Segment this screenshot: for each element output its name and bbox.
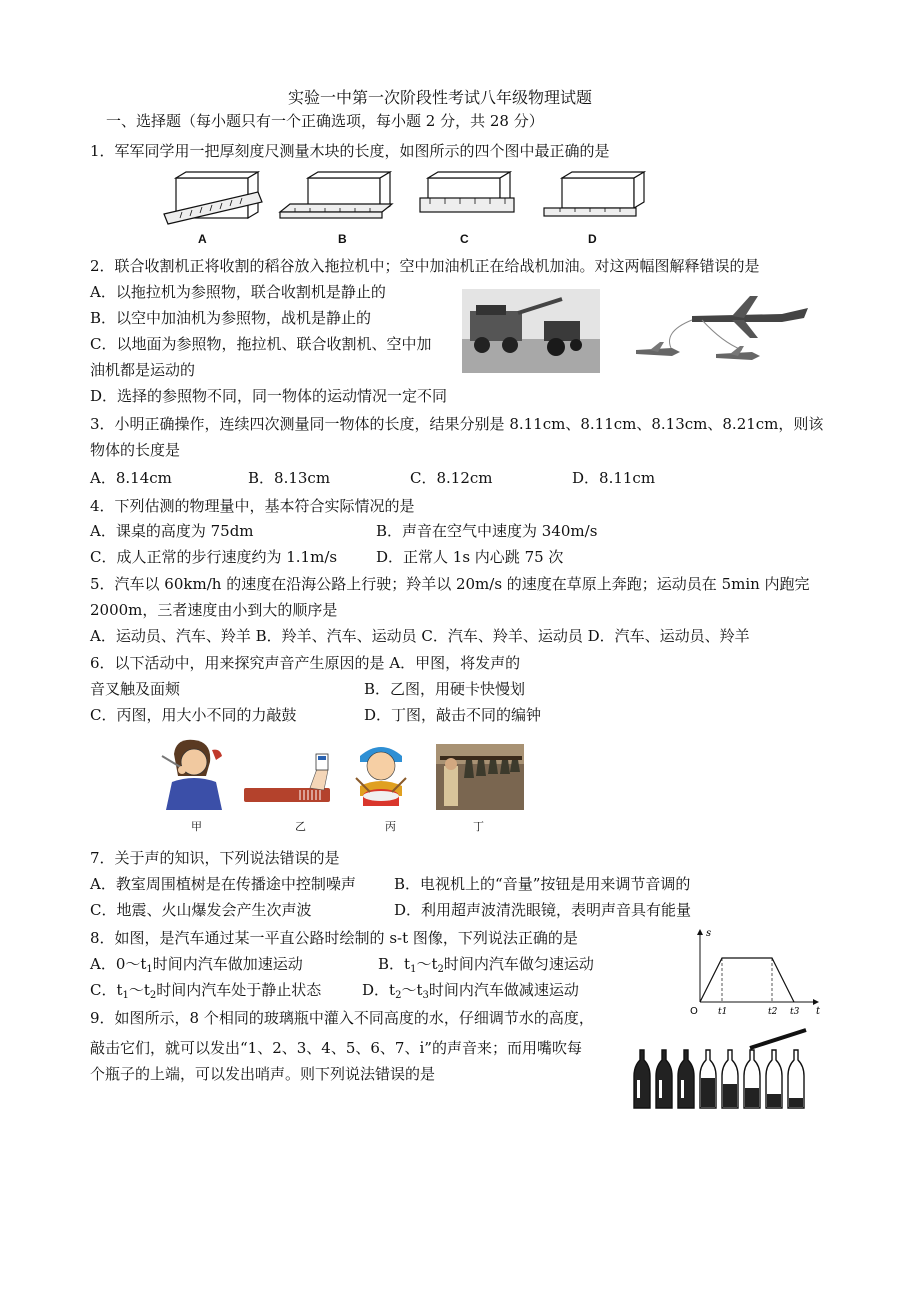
q8-option-a: A．$0\sim t_1$时间内汽车做加速运动	[90, 955, 303, 975]
question-9-cont2: 个瓶子的上端，可以发出哨声。则下列说法错误的是	[90, 1065, 436, 1083]
q4-option-a: A．课桌的高度为 75dm	[90, 522, 254, 540]
q2-option-c-cont: 油机都是运动的	[90, 361, 196, 379]
tuning-fork-girl	[156, 736, 226, 810]
tick-label-t2: t2	[768, 1007, 778, 1017]
figure-label-a: A	[198, 232, 207, 246]
q7-option-b: B．电视机上的“音量”按钮是用来调节音调的	[394, 875, 691, 893]
q6-option-d: D．丁图，敲击不同的编钟	[364, 706, 542, 724]
figure-label-bing: 丙	[385, 821, 396, 833]
axis-label-t: t	[816, 1006, 821, 1017]
axis-label-s: s	[706, 928, 712, 939]
question-6: 6．以下活动中，用来探究声音产生原因的是 A．甲图，将发声的	[90, 654, 521, 672]
q2-option-b: B．以空中加油机为参照物，战机是静止的	[90, 309, 372, 327]
harvester-photo	[462, 289, 600, 373]
q8-option-b: B．$t_1\sim t_2$时间内汽车做匀速运动	[378, 955, 594, 975]
comb-card	[240, 752, 336, 810]
q4-option-b: B．声音在空气中速度为 340m/s	[376, 522, 598, 540]
q3-option-a: A．8.14cm	[90, 469, 172, 487]
q4-option-c: C．成人正常的步行速度约为 1.1m/s	[90, 548, 338, 566]
chime-bells-photo	[436, 744, 524, 810]
question-9: 9．如图所示，8 个相同的玻璃瓶中灌入不同高度的水，仔细调节水的高度，	[90, 1009, 594, 1027]
q6-option-b: B．乙图，用硬卡快慢划	[364, 680, 526, 698]
figure-label-d: D	[588, 232, 597, 246]
q5-options: A．运动员、汽车、羚羊 B．羚羊、汽车、运动员 C．汽车、羚羊、运动员 D．汽车、运动员、羚羊	[90, 627, 750, 645]
q3-option-b: B．8.13cm	[248, 469, 331, 487]
q3-option-d: D．8.11cm	[572, 469, 656, 487]
tick-label-t1: t1	[718, 1007, 728, 1017]
figure-label-ding: 丁	[473, 821, 484, 833]
section-heading: 一、选择题（每小题只有一个正确选项，每小题 2 分，共 28 分）	[106, 112, 544, 130]
bottles-figure	[630, 1018, 814, 1114]
refueling-planes	[632, 292, 822, 370]
q7-option-a: A．教室周围植树是在传播途中控制噪声	[90, 875, 356, 893]
figure-label-c: C	[460, 232, 469, 246]
question-5: 5．汽车以 60km/h 的速度在沿海公路上行驶；羚羊以 20m/s 的速度在草原上奔跑；运动员在 5min 内跑完	[90, 575, 810, 593]
figure-label-jia: 甲	[191, 821, 202, 833]
stick-icon	[750, 1030, 806, 1048]
question-3: 3．小明正确操作，连续四次测量同一物体的长度，结果分别是 8.11cm、8.11cm、8.13cm、8.21cm，则该	[90, 415, 824, 433]
question-9-cont: 敲击它们，就可以发出“1、2、3、4、5、6、7、i̇”的声音来；而用嘴吹每	[90, 1039, 582, 1057]
figure-label-b: B	[338, 232, 347, 246]
question-7: 7．关于声的知识，下列说法错误的是	[90, 849, 340, 867]
question-4: 4．下列估测的物理量中，基本符合实际情况的是	[90, 497, 415, 515]
question-6-cont: 音叉触及面颊	[90, 680, 181, 698]
q6-option-c: C．丙图，用大小不同的力敲鼓	[90, 706, 297, 724]
question-5-cont: 2000m，三者速度由小到大的顺序是	[90, 601, 338, 619]
figure-label-yi: 乙	[295, 821, 306, 833]
q2-option-c: C．以地面为参照物，拖拉机、联合收割机、空中加	[90, 335, 432, 353]
question-1: 1．军军同学用一把厚刻度尺测量木块的长度，如图所示的四个图中最正确的是	[90, 142, 610, 160]
drum-boy	[346, 738, 416, 810]
q2-option-d: D．选择的参照物不同，同一物体的运动情况一定不同	[90, 387, 448, 405]
question-2: 2．联合收割机正将收割的稻谷放入拖拉机中；空中加油机正在给战机加油。对这两幅图解释错误的是	[90, 257, 760, 275]
ruler-figures	[160, 170, 660, 248]
q8-option-d: D．$t_2\sim t_3$时间内汽车做减速运动	[362, 981, 579, 1001]
q4-option-d: D．正常人 1s 内心跳 75 次	[376, 548, 564, 566]
page-title: 实验一中第一次阶段性考试八年级物理试题	[288, 88, 593, 107]
q8-option-c: C．$t_1\sim t_2$时间内汽车处于静止状态	[90, 981, 322, 1001]
question-8: 8．如图，是汽车通过某一平直公路时绘制的 s-t 图像，下列说法正确的是	[90, 929, 578, 947]
s-t-graph	[686, 924, 826, 1020]
question-3-cont: 物体的长度是	[90, 441, 181, 459]
origin-label: O	[690, 1006, 698, 1017]
q7-option-c: C．地震、火山爆发会产生次声波	[90, 901, 312, 919]
tick-label-t3: t3	[790, 1007, 800, 1017]
q3-option-c: C．8.12cm	[410, 469, 493, 487]
q7-option-d: D．利用超声波清洗眼镜，表明声音具有能量	[394, 901, 692, 919]
q2-option-a: A．以拖拉机为参照物，联合收割机是静止的	[90, 283, 386, 301]
